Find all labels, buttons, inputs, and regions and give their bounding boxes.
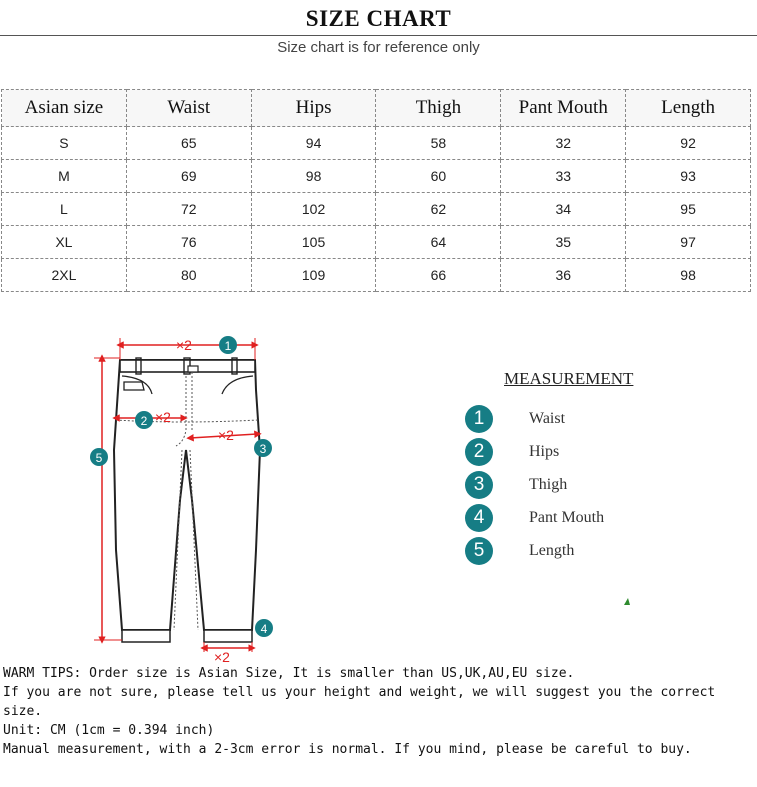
table-header-row xyxy=(2,90,751,127)
waist-cell: 76 xyxy=(126,226,251,259)
legend-label: Pant Mouth xyxy=(529,509,605,526)
length-cell: 93 xyxy=(626,160,751,193)
pant-mouth-cell: 32 xyxy=(501,127,626,160)
thigh-cell: 60 xyxy=(376,160,501,193)
hips-cell: 98 xyxy=(251,160,376,193)
table-row xyxy=(2,259,751,292)
length-cell: 97 xyxy=(626,226,751,259)
tip-line: Unit: CM (1cm = 0.394 inch) xyxy=(3,723,215,738)
number-4-icon: 4 xyxy=(465,504,493,532)
hips-cell: 94 xyxy=(251,127,376,160)
header-waist: Waist xyxy=(126,90,251,127)
length-cell: 92 xyxy=(626,127,751,160)
waist-cell: 65 xyxy=(126,127,251,160)
button-icon xyxy=(188,366,198,372)
size-cell: 2XL xyxy=(2,259,127,292)
waist-cell: 72 xyxy=(126,193,251,226)
size-table xyxy=(1,89,751,292)
marker-4-label: 4 xyxy=(260,622,268,636)
number-1-icon: 1 xyxy=(465,405,493,433)
thigh-cell: 58 xyxy=(376,127,501,160)
hips-cell: 105 xyxy=(251,226,376,259)
thigh-cell: 62 xyxy=(376,193,501,226)
number-3-icon: 3 xyxy=(465,471,493,499)
hips-cell: 109 xyxy=(251,259,376,292)
title-divider xyxy=(0,35,757,36)
table-row xyxy=(2,226,751,259)
size-cell: S xyxy=(2,127,127,160)
legend-label: Waist xyxy=(529,410,566,427)
waist-multiplier: ×2 xyxy=(176,337,192,353)
legend-label: Hips xyxy=(529,443,560,460)
legend-label: Thigh xyxy=(529,476,568,493)
pants-diagram xyxy=(80,330,310,670)
header-hips: Hips xyxy=(251,90,376,127)
hems xyxy=(122,630,252,642)
length-cell: 95 xyxy=(626,193,751,226)
header-thigh: Thigh xyxy=(376,90,501,127)
tip-line: If you are not sure, please tell us your height and weight, we will suggest you the correct size. xyxy=(3,685,716,719)
size-cell: M xyxy=(2,160,127,193)
legend-label: Length xyxy=(529,542,575,559)
mouth-multiplier: ×2 xyxy=(214,649,230,665)
waist-cell: 80 xyxy=(126,259,251,292)
pant-mouth-cell: 36 xyxy=(501,259,626,292)
decorative-tick-icon xyxy=(624,598,630,605)
page-subtitle: Size chart is for reference only xyxy=(277,39,480,56)
warm-tips xyxy=(3,664,755,759)
marker-5-label: 5 xyxy=(95,451,103,465)
tip-line: Manual measurement, with a 2-3cm error is normal. If you mind, please be careful to buy. xyxy=(3,742,692,757)
table-row xyxy=(2,193,751,226)
table-row xyxy=(2,160,751,193)
hips-cell: 102 xyxy=(251,193,376,226)
size-cell: XL xyxy=(2,226,127,259)
number-2-icon: 2 xyxy=(465,438,493,466)
length-cell: 98 xyxy=(626,259,751,292)
thigh-cell: 66 xyxy=(376,259,501,292)
header-pant-mouth: Pant Mouth xyxy=(501,90,626,127)
hips-multiplier: ×2 xyxy=(155,409,171,425)
marker-3-label: 3 xyxy=(259,442,267,456)
tip-line: WARM TIPS: Order size is Asian Size, It is smaller than US,UK,AU,EU size. xyxy=(3,666,575,681)
waist-cell: 69 xyxy=(126,160,251,193)
thigh-multiplier: ×2 xyxy=(218,427,234,443)
legend-title: MEASUREMENT xyxy=(504,369,634,388)
header-length: Length xyxy=(626,90,751,127)
pant-mouth-cell: 35 xyxy=(501,226,626,259)
marker-1-label: 1 xyxy=(224,339,232,353)
marker-2-label: 2 xyxy=(140,414,148,428)
table-row xyxy=(2,127,751,160)
pants-outline xyxy=(114,360,260,630)
thigh-cell: 64 xyxy=(376,226,501,259)
number-5-icon: 5 xyxy=(465,537,493,565)
header-asian-size: Asian size xyxy=(2,90,127,127)
pant-mouth-cell: 34 xyxy=(501,193,626,226)
page-title: SIZE CHART xyxy=(305,6,452,31)
pant-mouth-cell: 33 xyxy=(501,160,626,193)
size-cell: L xyxy=(2,193,127,226)
